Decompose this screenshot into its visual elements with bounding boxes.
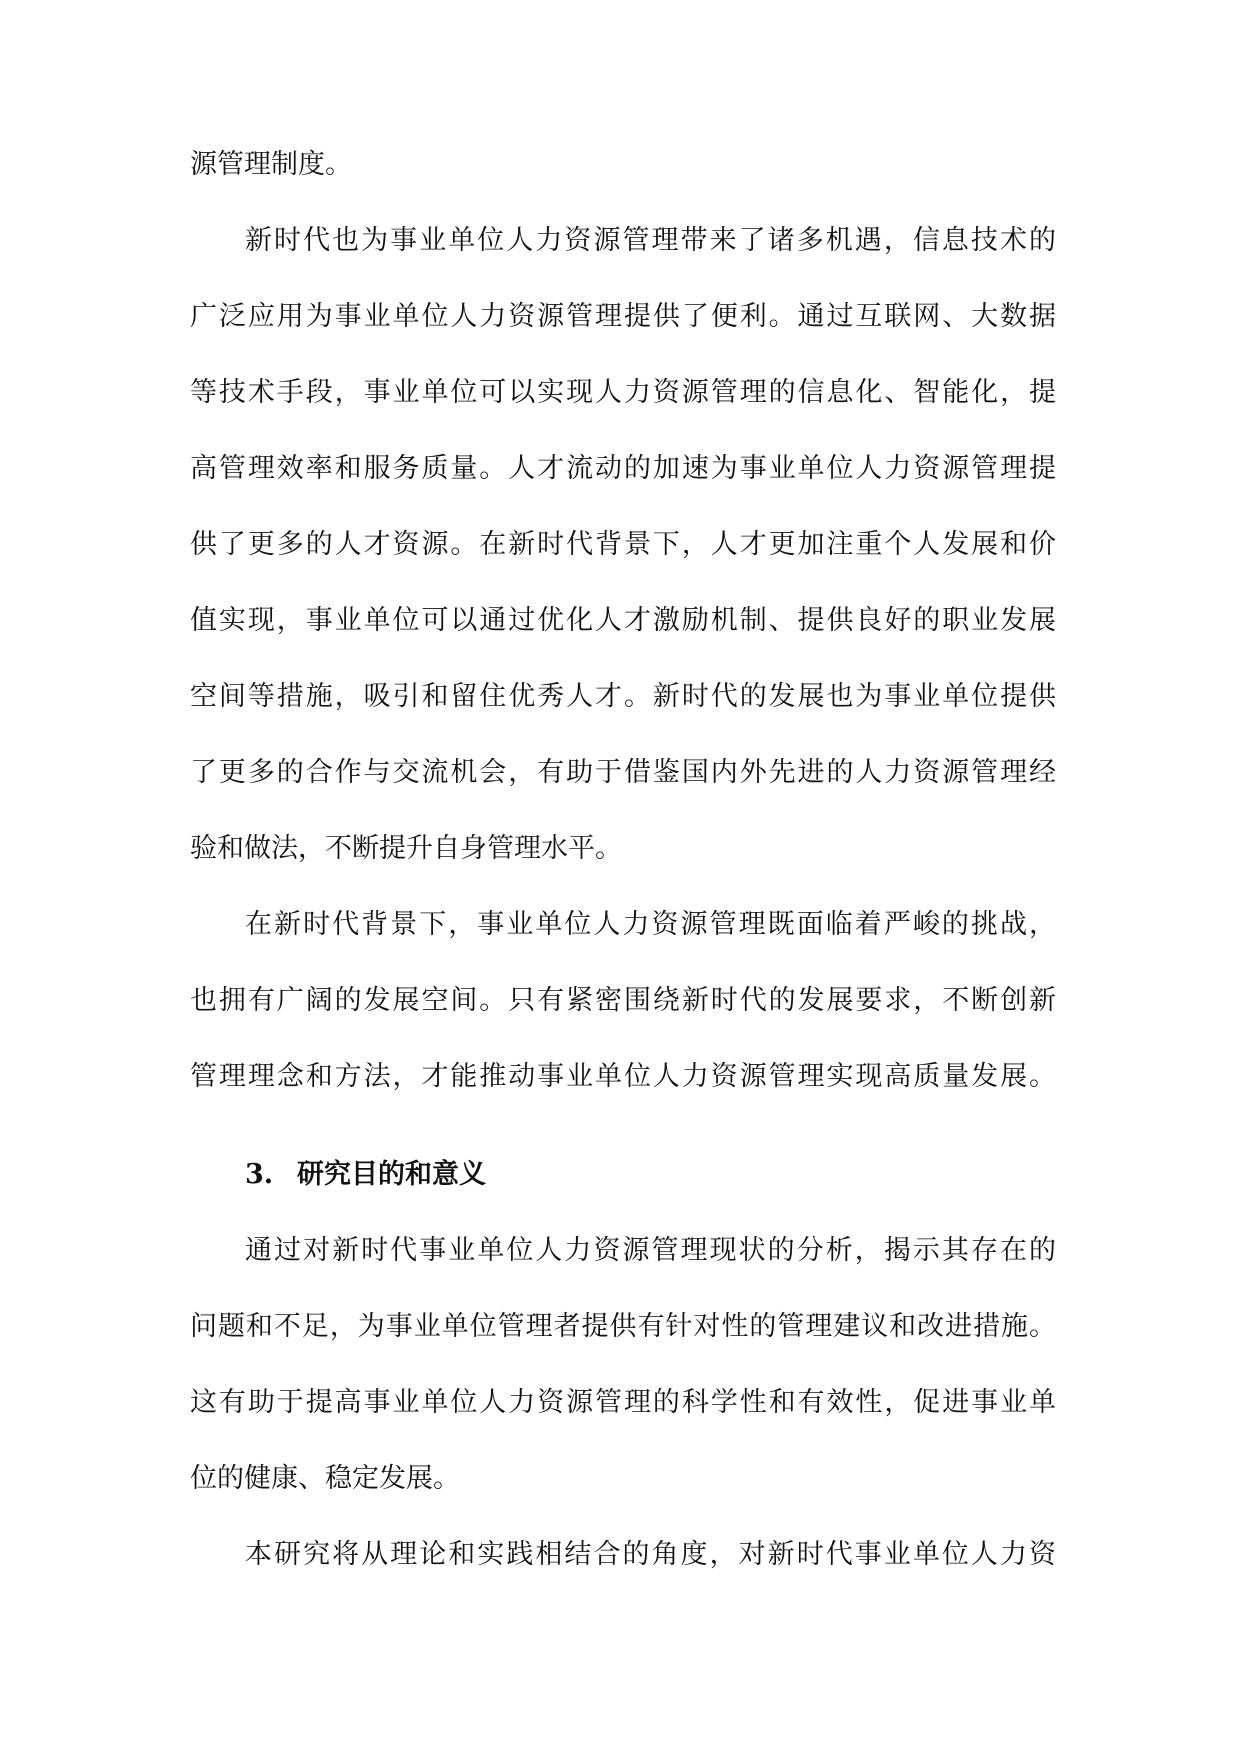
text-line: 验和做法，不断提升自身管理水平。 — [190, 833, 622, 864]
text-line: 高管理效率和服务质量。人才流动的加速为事业单位人力资源管理提 — [190, 453, 1056, 484]
text-line: 这有助于提高事业单位人力资源管理的科学性和有效性，促进事业单 — [190, 1387, 1056, 1418]
text-line: 值实现，事业单位可以通过优化人才激励机制、提供良好的职业发展 — [190, 605, 1056, 636]
text-line: 了更多的合作与交流机会，有助于借鉴国内外先进的人力资源管理经 — [190, 757, 1056, 788]
section-title: 研究目的和意义 — [297, 1159, 486, 1190]
text-line: 等技术手段，事业单位可以实现人力资源管理的信息化、智能化，提 — [190, 377, 1056, 408]
text-line: 管理理念和方法，才能推动事业单位人力资源管理实现高质量发展。 — [190, 1061, 1056, 1092]
paragraph-first-line: 本研究将从理论和实践相结合的角度，对新时代事业单位人力资 — [245, 1539, 1056, 1570]
text-line: 位的健康、稳定发展。 — [190, 1463, 460, 1494]
text-line: 广泛应用为事业单位人力资源管理提供了便利。通过互联网、大数据 — [190, 301, 1056, 332]
text-line: 供了更多的人才资源。在新时代背景下，人才更加注重个人发展和价 — [190, 529, 1056, 560]
paragraph-first-line: 通过对新时代事业单位人力资源管理现状的分析，揭示其存在的 — [245, 1235, 1056, 1266]
paragraph-first-line: 新时代也为事业单位人力资源管理带来了诸多机遇，信息技术的 — [245, 225, 1056, 256]
text-line: 源管理制度。 — [190, 149, 352, 180]
section-heading — [245, 1151, 486, 1199]
text-line: 空间等措施，吸引和留住优秀人才。新时代的发展也为事业单位提供 — [190, 681, 1056, 712]
section-number: 3. — [245, 1159, 274, 1190]
text-line: 也拥有广阔的发展空间。只有紧密围绕新时代的发展要求，不断创新 — [190, 985, 1056, 1016]
text-line: 问题和不足，为事业单位管理者提供有针对性的管理建议和改进措施。 — [190, 1311, 1056, 1342]
paragraph-first-line: 在新时代背景下，事业单位人力资源管理既面临着严峻的挑战， — [245, 909, 1056, 940]
